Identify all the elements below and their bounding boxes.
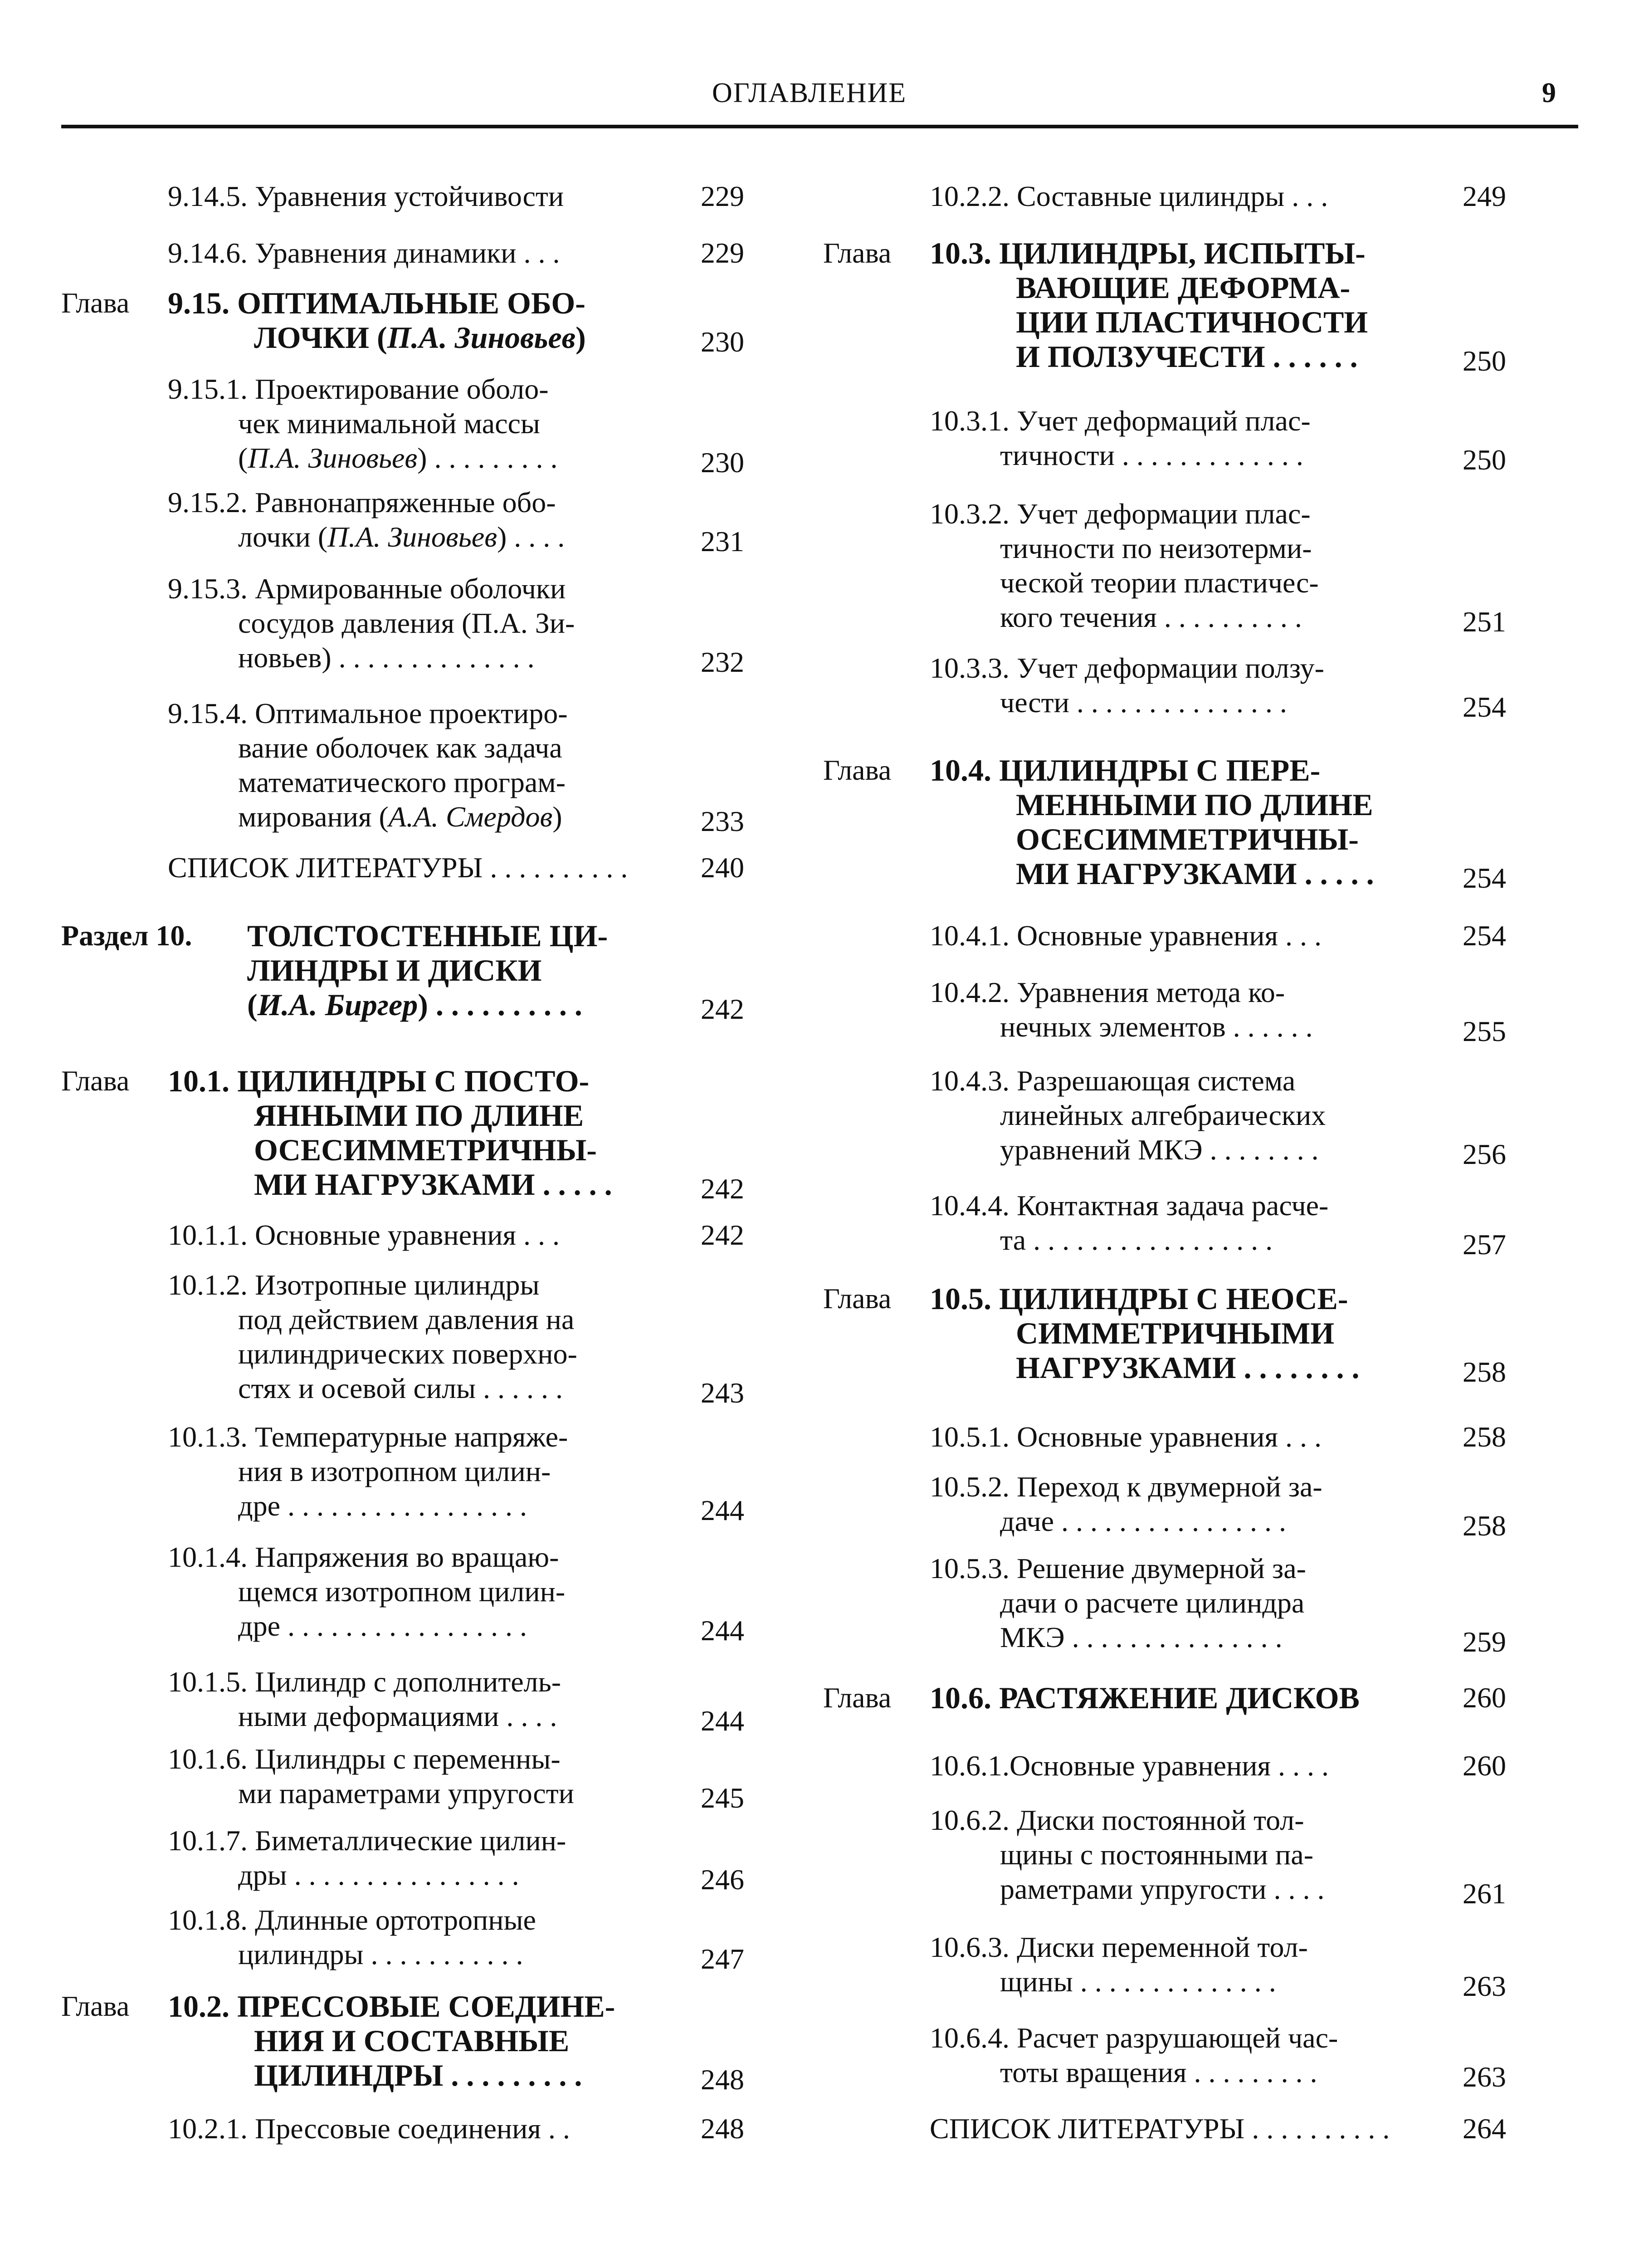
toc-entry-page: 248 <box>701 2063 744 2096</box>
toc-entry-line: НАГРУЗКАМИ . . . . . . . . <box>1016 1350 1360 1385</box>
toc-entry-line: И ПОЛЗУЧЕСТИ . . . . . . <box>1016 339 1358 374</box>
toc-entry-line: 10.1.1. Основные уравнения . . . <box>168 1219 560 1251</box>
toc-entry-line: 10.3.2. Учет деформации плас- <box>930 498 1311 530</box>
toc-entry-line: ми параметрами упругости <box>238 1777 574 1809</box>
toc-entry-page: 240 <box>701 851 744 884</box>
toc-entry-page: 254 <box>1463 919 1506 952</box>
toc-entry-line: 9.15.4. Оптимальное проектиро- <box>168 697 568 729</box>
toc-entry-line: щины с постоянными па- <box>1000 1838 1313 1871</box>
toc-entry-line: раметрами упругости . . . . <box>1000 1873 1325 1905</box>
toc-entry-page: 258 <box>1463 1356 1506 1388</box>
toc-entry-line: 10.5.1. Основные уравнения . . . <box>930 1421 1322 1453</box>
toc-entry-line: математического програм- <box>238 766 566 798</box>
toc-entry-line: 10.2. ПРЕССОВЫЕ СОЕДИНЕ- <box>168 1989 615 2024</box>
toc-entry-line: 10.3.3. Учет деформации ползу- <box>930 652 1324 684</box>
toc-entry-line: чек минимальной массы <box>238 407 540 440</box>
toc-entry-label: Глава <box>61 1990 130 2022</box>
toc-entry-line: ЦИИ ПЛАСТИЧНОСТИ <box>1016 305 1368 339</box>
toc-entry-line: НИЯ И СОСТАВНЫЕ <box>254 2024 570 2058</box>
toc-entry-line: ЛОЧКИ (П.А. Зиновьев) <box>254 320 586 355</box>
toc-entry-line: дре . . . . . . . . . . . . . . . . . <box>238 1490 527 1522</box>
toc-entry-line: под действием давления на <box>238 1303 575 1335</box>
toc-entry-line: 10.4.4. Контактная задача расче- <box>930 1189 1329 1222</box>
header-rule <box>61 125 1578 128</box>
toc-entry-line: цилиндрических поверхно- <box>238 1338 577 1370</box>
toc-entry-line: дре . . . . . . . . . . . . . . . . . <box>238 1610 527 1642</box>
toc-entry-page: 243 <box>701 1377 744 1409</box>
toc-entry-page: 263 <box>1463 1970 1506 2002</box>
toc-entry-line: 10.6. РАСТЯЖЕНИЕ ДИСКОВ <box>930 1681 1360 1715</box>
toc-entry-page: 233 <box>701 805 744 837</box>
toc-entry-line: 10.3. ЦИЛИНДРЫ, ИСПЫТЫ- <box>930 236 1366 270</box>
toc-entry-page: 231 <box>701 525 744 557</box>
toc-entry-line: 10.6.2. Диски постоянной тол- <box>930 1804 1304 1836</box>
toc-entry-line: дачи о расчете цилиндра <box>1000 1587 1305 1619</box>
running-header-title: ОГЛАВЛЕНИЕ <box>712 78 907 108</box>
toc-entry-line: линейных алгебраических <box>1000 1099 1326 1131</box>
toc-entry-page: 251 <box>1463 606 1506 638</box>
toc-entry-page: 247 <box>701 1943 744 1975</box>
toc-entry-page: 263 <box>1463 2061 1506 2093</box>
toc-entry-page: 256 <box>1463 1138 1506 1170</box>
toc-entry-line: СПИСОК ЛИТЕРАТУРЫ . . . . . . . . . . <box>930 2112 1390 2145</box>
toc-entry-line: 10.1.8. Длинные ортотропные <box>168 1904 536 1936</box>
toc-entry-line: 10.6.4. Расчет разрушающей час- <box>930 2022 1338 2054</box>
toc-entry-label: Глава <box>61 287 130 319</box>
toc-entry-page: 258 <box>1463 1421 1506 1453</box>
toc-entry-label: Глава <box>823 237 892 269</box>
toc-entry-line: 10.4. ЦИЛИНДРЫ С ПЕРЕ- <box>930 753 1321 787</box>
toc-entry-label: Глава <box>61 1065 130 1097</box>
toc-entry-line: 10.6.3. Диски переменной тол- <box>930 1931 1308 1963</box>
toc-entry-label: Глава <box>823 754 892 786</box>
toc-entry-line: МИ НАГРУЗКАМИ . . . . . <box>1016 856 1374 891</box>
toc-entry-page: 246 <box>701 1863 744 1896</box>
toc-entry-page: 244 <box>701 1494 744 1526</box>
toc-entry-label: Раздел 10. <box>61 919 192 952</box>
toc-entry-line: 10.1.7. Биметаллические цилин- <box>168 1824 566 1857</box>
toc-entry-line: ЛИНДРЫ И ДИСКИ <box>247 953 542 987</box>
toc-entry-line: ЦИЛИНДРЫ . . . . . . . . . <box>254 2058 582 2092</box>
toc-entry-page: 250 <box>1463 345 1506 377</box>
toc-entry-line: 10.1.2. Изотропные цилиндры <box>168 1269 540 1301</box>
toc-entry-line: кого течения . . . . . . . . . . <box>1000 601 1302 633</box>
toc-entry-line: цилиндры . . . . . . . . . . . <box>238 1938 523 1970</box>
toc-entry-line: стях и осевой силы . . . . . . <box>238 1372 563 1404</box>
toc-entry-page: 230 <box>701 326 744 358</box>
toc-entry-line: 10.6.1.Основные уравнения . . . . <box>930 1750 1329 1782</box>
toc-entry-line: СИММЕТРИЧНЫМИ <box>1016 1316 1335 1350</box>
toc-entry-line: МИ НАГРУЗКАМИ . . . . . <box>254 1167 612 1202</box>
toc-entry-line: (И.А. Биргер) . . . . . . . . . . <box>247 987 582 1022</box>
toc-entry-line: мирования (А.А. Смердов) <box>238 801 562 833</box>
toc-entry-page: 242 <box>701 1173 744 1205</box>
toc-entry-line: сосудов давления (П.А. Зи- <box>238 607 575 639</box>
toc-entry-line: ческой теории пластичес- <box>1000 567 1319 599</box>
toc-entry-line: ными деформациями . . . . <box>238 1700 557 1732</box>
toc-entry-line: нечных элементов . . . . . . <box>1000 1011 1313 1043</box>
toc-entry-line: вание оболочек как задача <box>238 732 562 764</box>
toc-entry-label: Глава <box>823 1282 892 1315</box>
toc-entry-page: 260 <box>1463 1750 1506 1782</box>
toc-entry-page: 258 <box>1463 1510 1506 1542</box>
toc-entry-page: 254 <box>1463 691 1506 723</box>
toc-entry-line: ОСЕСИММЕТРИЧНЫ- <box>1016 822 1359 856</box>
toc-entry-page: 245 <box>701 1782 744 1814</box>
toc-entry-page: 249 <box>1463 180 1506 212</box>
toc-entry-line: 9.14.6. Уравнения динамики . . . <box>168 237 560 269</box>
toc-entry-page: 244 <box>701 1614 744 1647</box>
toc-entry-page: 257 <box>1463 1228 1506 1261</box>
toc-entry-line: 10.4.2. Уравнения метода ко- <box>930 976 1285 1008</box>
toc-entry-page: 244 <box>701 1705 744 1737</box>
toc-entry-page: 232 <box>701 646 744 678</box>
toc-entry-page: 255 <box>1463 1015 1506 1047</box>
toc-entry-line: ТОЛСТОСТЕННЫЕ ЦИ- <box>247 919 608 953</box>
toc-entry-line: МЕННЫМИ ПО ДЛИНЕ <box>1016 787 1373 822</box>
toc-entry-line: уравнений МКЭ . . . . . . . . <box>1000 1134 1319 1166</box>
page-number: 9 <box>1542 78 1556 108</box>
toc-entry-line: тичности . . . . . . . . . . . . . <box>1000 439 1303 471</box>
toc-entry-line: 10.1.4. Напряжения во вращаю- <box>168 1541 559 1573</box>
toc-entry-line: ОСЕСИММЕТРИЧНЫ- <box>254 1133 597 1167</box>
toc-entry-line: 10.1.6. Цилиндры с переменны- <box>168 1743 561 1775</box>
toc-entry-line: тоты вращения . . . . . . . . . <box>1000 2056 1317 2088</box>
toc-entry-line: чести . . . . . . . . . . . . . . . <box>1000 686 1287 719</box>
toc-entry-page: 254 <box>1463 862 1506 894</box>
toc-entry-line: МКЭ . . . . . . . . . . . . . . . <box>1000 1621 1283 1653</box>
toc-entry-line: 10.1. ЦИЛИНДРЫ С ПОСТО- <box>168 1064 590 1098</box>
toc-entry-line: 9.14.5. Уравнения устойчивости <box>168 180 564 212</box>
toc-entry-line: 10.2.2. Составные цилиндры . . . <box>930 180 1328 212</box>
toc-entry-page: 264 <box>1463 2112 1506 2145</box>
toc-entry-page: 261 <box>1463 1877 1506 1910</box>
toc-entry-page: 242 <box>701 993 744 1025</box>
toc-entry-page: 229 <box>701 237 744 269</box>
toc-entry-line: ЯННЫМИ ПО ДЛИНЕ <box>254 1098 584 1133</box>
toc-entry-line: 10.4.3. Разрешающая система <box>930 1065 1296 1097</box>
toc-entry-line: та . . . . . . . . . . . . . . . . . <box>1000 1224 1273 1256</box>
toc-entry-line: (П.А. Зиновьев) . . . . . . . . . <box>238 442 558 474</box>
toc-entry-line: щины . . . . . . . . . . . . . . <box>1000 1965 1276 1998</box>
toc-entry-line: 9.15.1. Проектирование оболо- <box>168 373 549 405</box>
toc-entry-line: ВАЮЩИЕ ДЕФОРМА- <box>1016 270 1351 305</box>
toc-entry-page: 230 <box>701 446 744 479</box>
toc-entry-line: 10.5. ЦИЛИНДРЫ С НЕОСЕ- <box>930 1281 1348 1316</box>
toc-entry-line: дры . . . . . . . . . . . . . . . . <box>238 1859 519 1891</box>
toc-entry-line: 10.2.1. Прессовые соединения . . <box>168 2112 570 2145</box>
toc-entry-page: 242 <box>701 1219 744 1251</box>
toc-entry-line: 10.4.1. Основные уравнения . . . <box>930 919 1322 952</box>
toc-entry-line: даче . . . . . . . . . . . . . . . . <box>1000 1505 1286 1537</box>
toc-entry-page: 259 <box>1463 1626 1506 1658</box>
toc-entry-line: 10.3.1. Учет деформаций плас- <box>930 405 1311 437</box>
toc-entry-line: лочки (П.А. Зиновьев) . . . . <box>238 521 565 553</box>
toc-entry-line: 10.1.5. Цилиндр с дополнитель- <box>168 1666 561 1698</box>
toc-entry-line: щемся изотропном цилин- <box>238 1575 566 1608</box>
toc-entry-page: 260 <box>1463 1681 1506 1714</box>
toc-entry-line: тичности по неизотерми- <box>1000 532 1312 564</box>
toc-entry-page: 229 <box>701 180 744 212</box>
toc-entry-line: новьев) . . . . . . . . . . . . . . <box>238 641 535 674</box>
toc-entry-line: 10.1.3. Температурные напряже- <box>168 1421 568 1453</box>
toc-entry-line: СПИСОК ЛИТЕРАТУРЫ . . . . . . . . . . <box>168 851 628 884</box>
toc-entry-line: 9.15.2. Равнонапряженные обо- <box>168 486 556 518</box>
toc-entry-label: Глава <box>823 1681 892 1714</box>
toc-entry-line: 9.15. ОПТИМАЛЬНЫЕ ОБО- <box>168 286 585 320</box>
toc-entry-line: 10.5.2. Переход к двумерной за- <box>930 1471 1322 1503</box>
toc-entry-line: 10.5.3. Решение двумерной за- <box>930 1552 1306 1584</box>
toc-entry-page: 248 <box>701 2112 744 2145</box>
toc-entry-line: 9.15.3. Армированные оболочки <box>168 572 566 605</box>
toc-entry-line: ния в изотропном цилин- <box>238 1455 551 1487</box>
toc-entry-page: 250 <box>1463 444 1506 476</box>
